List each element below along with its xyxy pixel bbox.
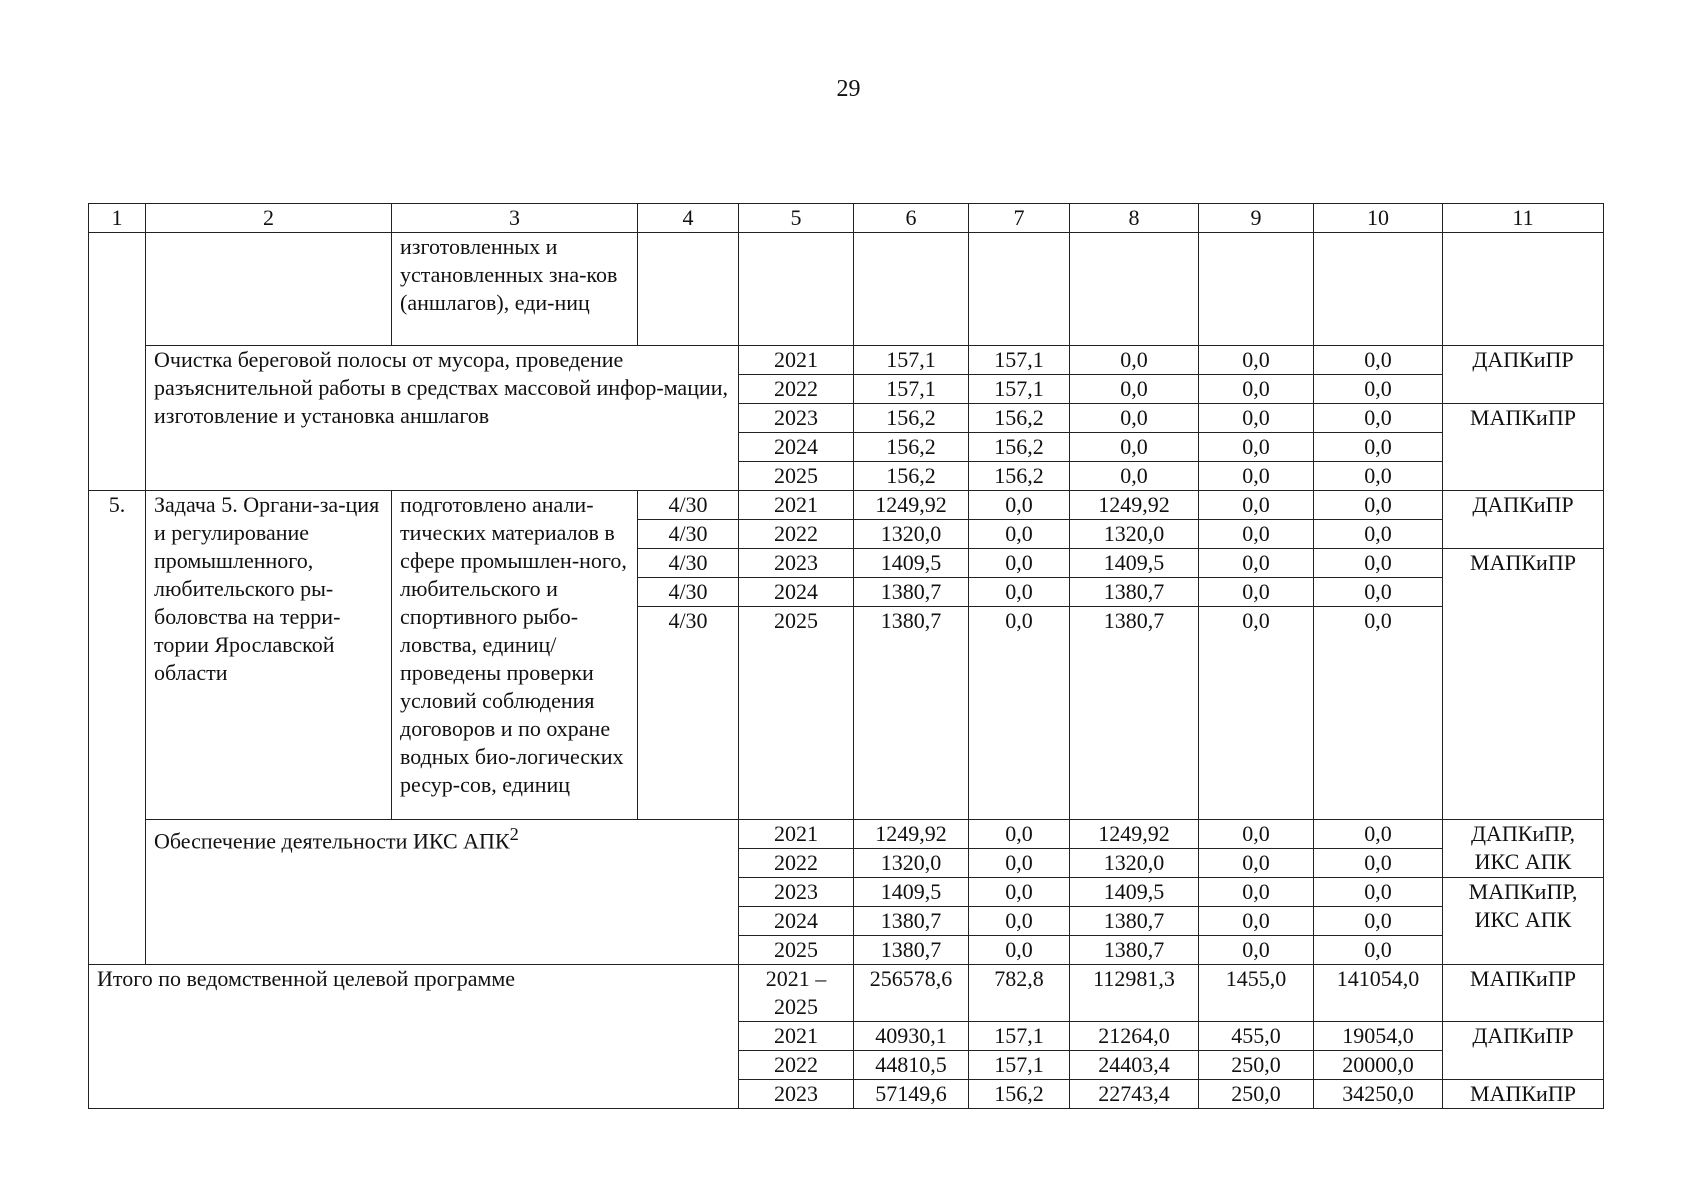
value-cell: 256578,6 xyxy=(854,965,969,1022)
value-cell: 0,0 xyxy=(1314,820,1443,849)
year-cell: 2023 xyxy=(739,878,854,907)
year-cell: 2025 xyxy=(739,607,854,820)
executor-cell xyxy=(1443,820,1604,878)
value-cell: 0,0 xyxy=(969,849,1070,878)
header-cell: 9 xyxy=(1199,204,1314,233)
value-cell: 157,1 xyxy=(969,346,1070,375)
year-cell: 2021 – 2025 xyxy=(739,965,854,1022)
header-cell: 1 xyxy=(89,204,146,233)
executor-cell: МАПКиПР xyxy=(1443,549,1604,820)
value-cell: 0,0 xyxy=(1199,346,1314,375)
value-cell: 1409,5 xyxy=(854,549,969,578)
year-cell: 2022 xyxy=(739,520,854,549)
value-cell: 0,0 xyxy=(969,820,1070,849)
table-row xyxy=(89,233,1604,346)
executor-cell xyxy=(1443,878,1604,965)
header-cell: 11 xyxy=(1443,204,1604,233)
program-table xyxy=(88,203,1604,1109)
year-cell: 2023 xyxy=(739,1080,854,1109)
value-cell: 1380,7 xyxy=(854,936,969,965)
year-cell: 2024 xyxy=(739,433,854,462)
executor-cell: МАПКиПР xyxy=(1443,1080,1604,1109)
value-cell: 0,0 xyxy=(969,607,1070,820)
value-cell: 1320,0 xyxy=(1070,520,1199,549)
target-cell: 4/30 xyxy=(638,549,739,578)
value-cell: 1409,5 xyxy=(1070,878,1199,907)
value-cell: 0,0 xyxy=(969,878,1070,907)
value-cell: 1249,92 xyxy=(1070,491,1199,520)
empty-cell xyxy=(1070,233,1199,346)
value-cell: 156,2 xyxy=(969,404,1070,433)
value-cell: 156,2 xyxy=(969,462,1070,491)
executor-line: ДАПКиПР, xyxy=(1470,821,1576,846)
value-cell: 0,0 xyxy=(1070,346,1199,375)
value-cell: 1320,0 xyxy=(854,520,969,549)
header-cell: 5 xyxy=(739,204,854,233)
executor-line: ИКС АПК xyxy=(1474,849,1572,874)
value-cell: 0,0 xyxy=(1314,549,1443,578)
header-cell: 4 xyxy=(638,204,739,233)
value-cell: 1380,7 xyxy=(854,607,969,820)
value-cell: 0,0 xyxy=(1314,578,1443,607)
value-cell: 0,0 xyxy=(969,491,1070,520)
value-cell: 156,2 xyxy=(969,433,1070,462)
value-cell: 24403,4 xyxy=(1070,1051,1199,1080)
value-cell: 0,0 xyxy=(1199,907,1314,936)
value-cell: 0,0 xyxy=(969,936,1070,965)
value-cell: 0,0 xyxy=(1199,878,1314,907)
executor-cell: МАПКиПР xyxy=(1443,404,1604,491)
value-cell: 21264,0 xyxy=(1070,1022,1199,1051)
value-cell: 0,0 xyxy=(1199,404,1314,433)
year-cell: 2024 xyxy=(739,578,854,607)
year-cell: 2023 xyxy=(739,549,854,578)
value-cell: 0,0 xyxy=(1070,404,1199,433)
value-cell: 0,0 xyxy=(1199,820,1314,849)
header-cell: 6 xyxy=(854,204,969,233)
value-cell: 0,0 xyxy=(1199,578,1314,607)
executor-cell: ДАПКиПР xyxy=(1443,346,1604,404)
value-cell: 0,0 xyxy=(969,578,1070,607)
value-cell: 1409,5 xyxy=(854,878,969,907)
value-cell: 0,0 xyxy=(1314,375,1443,404)
value-cell: 0,0 xyxy=(1199,462,1314,491)
value-cell: 156,2 xyxy=(854,462,969,491)
empty-cell xyxy=(1199,233,1314,346)
empty-cell xyxy=(854,233,969,346)
empty-cell xyxy=(1314,233,1443,346)
header-cell: 10 xyxy=(1314,204,1443,233)
value-cell: 1249,92 xyxy=(854,820,969,849)
value-cell: 0,0 xyxy=(1314,404,1443,433)
value-cell: 1380,7 xyxy=(1070,578,1199,607)
executor-cell: ДАПКиПР xyxy=(1443,491,1604,549)
value-cell: 0,0 xyxy=(969,549,1070,578)
value-cell: 156,2 xyxy=(854,433,969,462)
value-cell: 156,2 xyxy=(969,1080,1070,1109)
value-cell: 1249,92 xyxy=(1070,820,1199,849)
empty-cell xyxy=(638,233,739,346)
year-cell: 2022 xyxy=(739,1051,854,1080)
value-cell: 40930,1 xyxy=(854,1022,969,1051)
value-cell: 34250,0 xyxy=(1314,1080,1443,1109)
value-cell: 57149,6 xyxy=(854,1080,969,1109)
table-row xyxy=(89,491,1604,520)
value-cell: 157,1 xyxy=(854,346,969,375)
year-cell: 2025 xyxy=(739,936,854,965)
value-cell: 0,0 xyxy=(1199,520,1314,549)
empty-num-cell xyxy=(89,233,146,491)
value-cell: 0,0 xyxy=(1314,433,1443,462)
value-cell: 1380,7 xyxy=(854,907,969,936)
executor-cell: ДАПКиПР xyxy=(1443,1022,1604,1080)
year-cell: 2022 xyxy=(739,849,854,878)
value-cell: 112981,3 xyxy=(1070,965,1199,1022)
value-cell: 1380,7 xyxy=(1070,607,1199,820)
target-cell: 4/30 xyxy=(638,491,739,520)
executor-cell: МАПКиПР xyxy=(1443,965,1604,1022)
total-row xyxy=(89,965,1604,1022)
header-row xyxy=(89,204,1604,233)
year-cell: 2021 xyxy=(739,491,854,520)
header-cell: 8 xyxy=(1070,204,1199,233)
value-cell: 782,8 xyxy=(969,965,1070,1022)
value-cell: 0,0 xyxy=(1199,607,1314,820)
value-cell: 44810,5 xyxy=(854,1051,969,1080)
value-cell: 0,0 xyxy=(1199,491,1314,520)
value-cell: 1380,7 xyxy=(854,578,969,607)
value-cell: 1455,0 xyxy=(1199,965,1314,1022)
value-cell: 19054,0 xyxy=(1314,1022,1443,1051)
task-number: 5. xyxy=(89,491,146,965)
year-cell: 2021 xyxy=(739,346,854,375)
value-cell: 0,0 xyxy=(1199,375,1314,404)
value-cell: 157,1 xyxy=(969,1051,1070,1080)
value-cell: 0,0 xyxy=(1070,462,1199,491)
target-cell: 4/30 xyxy=(638,578,739,607)
value-cell: 141054,0 xyxy=(1314,965,1443,1022)
executor-line: МАПКиПР, xyxy=(1468,879,1578,904)
value-cell: 0,0 xyxy=(1314,462,1443,491)
indicator-cell: подготовлено анали-тических материалов в сфере промышлен-ного, любительского и спортивного рыбо-ловства, единиц/ проведены проверки условий соблюдения договоров и по охране водных био-логических ресур-сов, единиц xyxy=(392,491,638,820)
header-cell: 3 xyxy=(392,204,638,233)
value-cell: 0,0 xyxy=(1070,433,1199,462)
empty-cell xyxy=(739,233,854,346)
value-cell: 250,0 xyxy=(1199,1051,1314,1080)
table-row xyxy=(89,820,1604,849)
footnote-mark: 2 xyxy=(509,824,519,844)
year-cell: 2023 xyxy=(739,404,854,433)
target-cell: 4/30 xyxy=(638,520,739,549)
value-cell: 1380,7 xyxy=(1070,907,1199,936)
executor-line: ИКС АПК xyxy=(1474,907,1572,932)
value-cell: 20000,0 xyxy=(1314,1051,1443,1080)
value-cell: 455,0 xyxy=(1199,1022,1314,1051)
empty-cell xyxy=(969,233,1070,346)
value-cell: 0,0 xyxy=(1199,433,1314,462)
value-cell: 0,0 xyxy=(1199,849,1314,878)
value-cell: 157,1 xyxy=(969,375,1070,404)
value-cell: 0,0 xyxy=(1314,849,1443,878)
value-cell: 0,0 xyxy=(1314,907,1443,936)
value-cell: 157,1 xyxy=(969,1022,1070,1051)
page-number: 29 xyxy=(836,76,861,102)
year-cell: 2021 xyxy=(739,820,854,849)
value-cell: 250,0 xyxy=(1199,1080,1314,1109)
value-cell: 1320,0 xyxy=(1070,849,1199,878)
value-cell: 156,2 xyxy=(854,404,969,433)
value-cell: 1320,0 xyxy=(854,849,969,878)
year-cell: 2024 xyxy=(739,907,854,936)
value-cell: 0,0 xyxy=(1314,878,1443,907)
value-cell: 0,0 xyxy=(1314,607,1443,820)
value-cell: 0,0 xyxy=(1199,936,1314,965)
value-cell: 22743,4 xyxy=(1070,1080,1199,1109)
value-cell: 0,0 xyxy=(1314,346,1443,375)
task-name: Задача 5. Органи-за-ция и регулирование промышленного, любительского ры-боловства на терри-тории Ярославской области xyxy=(146,491,392,820)
value-cell: 0,0 xyxy=(1314,936,1443,965)
value-cell: 157,1 xyxy=(854,375,969,404)
activity-title xyxy=(146,820,739,965)
value-cell: 1249,92 xyxy=(854,491,969,520)
activity-title-text: Обеспечение деятельности ИКС АПК xyxy=(154,828,510,854)
header-cell: 7 xyxy=(969,204,1070,233)
value-cell: 0,0 xyxy=(969,520,1070,549)
value-cell: 1380,7 xyxy=(1070,936,1199,965)
value-cell: 0,0 xyxy=(1314,491,1443,520)
value-cell: 0,0 xyxy=(1199,549,1314,578)
header-cell: 2 xyxy=(146,204,392,233)
empty-cell xyxy=(146,233,392,346)
total-title: Итого по ведомственной целевой программе xyxy=(89,965,739,1109)
empty-cell xyxy=(1443,233,1604,346)
value-cell: 0,0 xyxy=(1070,375,1199,404)
value-cell: 0,0 xyxy=(969,907,1070,936)
indicator-cell: изготовленных и установленных зна-ков (аншлагов), еди-ниц xyxy=(392,233,638,346)
year-cell: 2025 xyxy=(739,462,854,491)
table-row xyxy=(89,346,1604,375)
value-cell: 0,0 xyxy=(1314,520,1443,549)
target-cell: 4/30 xyxy=(638,607,739,820)
year-cell: 2022 xyxy=(739,375,854,404)
activity-title: Очистка береговой полосы от мусора, проведение разъяснительной работы в средствах массовой инфор-мации, изготовление и установка аншлагов xyxy=(146,346,739,491)
value-cell: 1409,5 xyxy=(1070,549,1199,578)
year-cell: 2021 xyxy=(739,1022,854,1051)
